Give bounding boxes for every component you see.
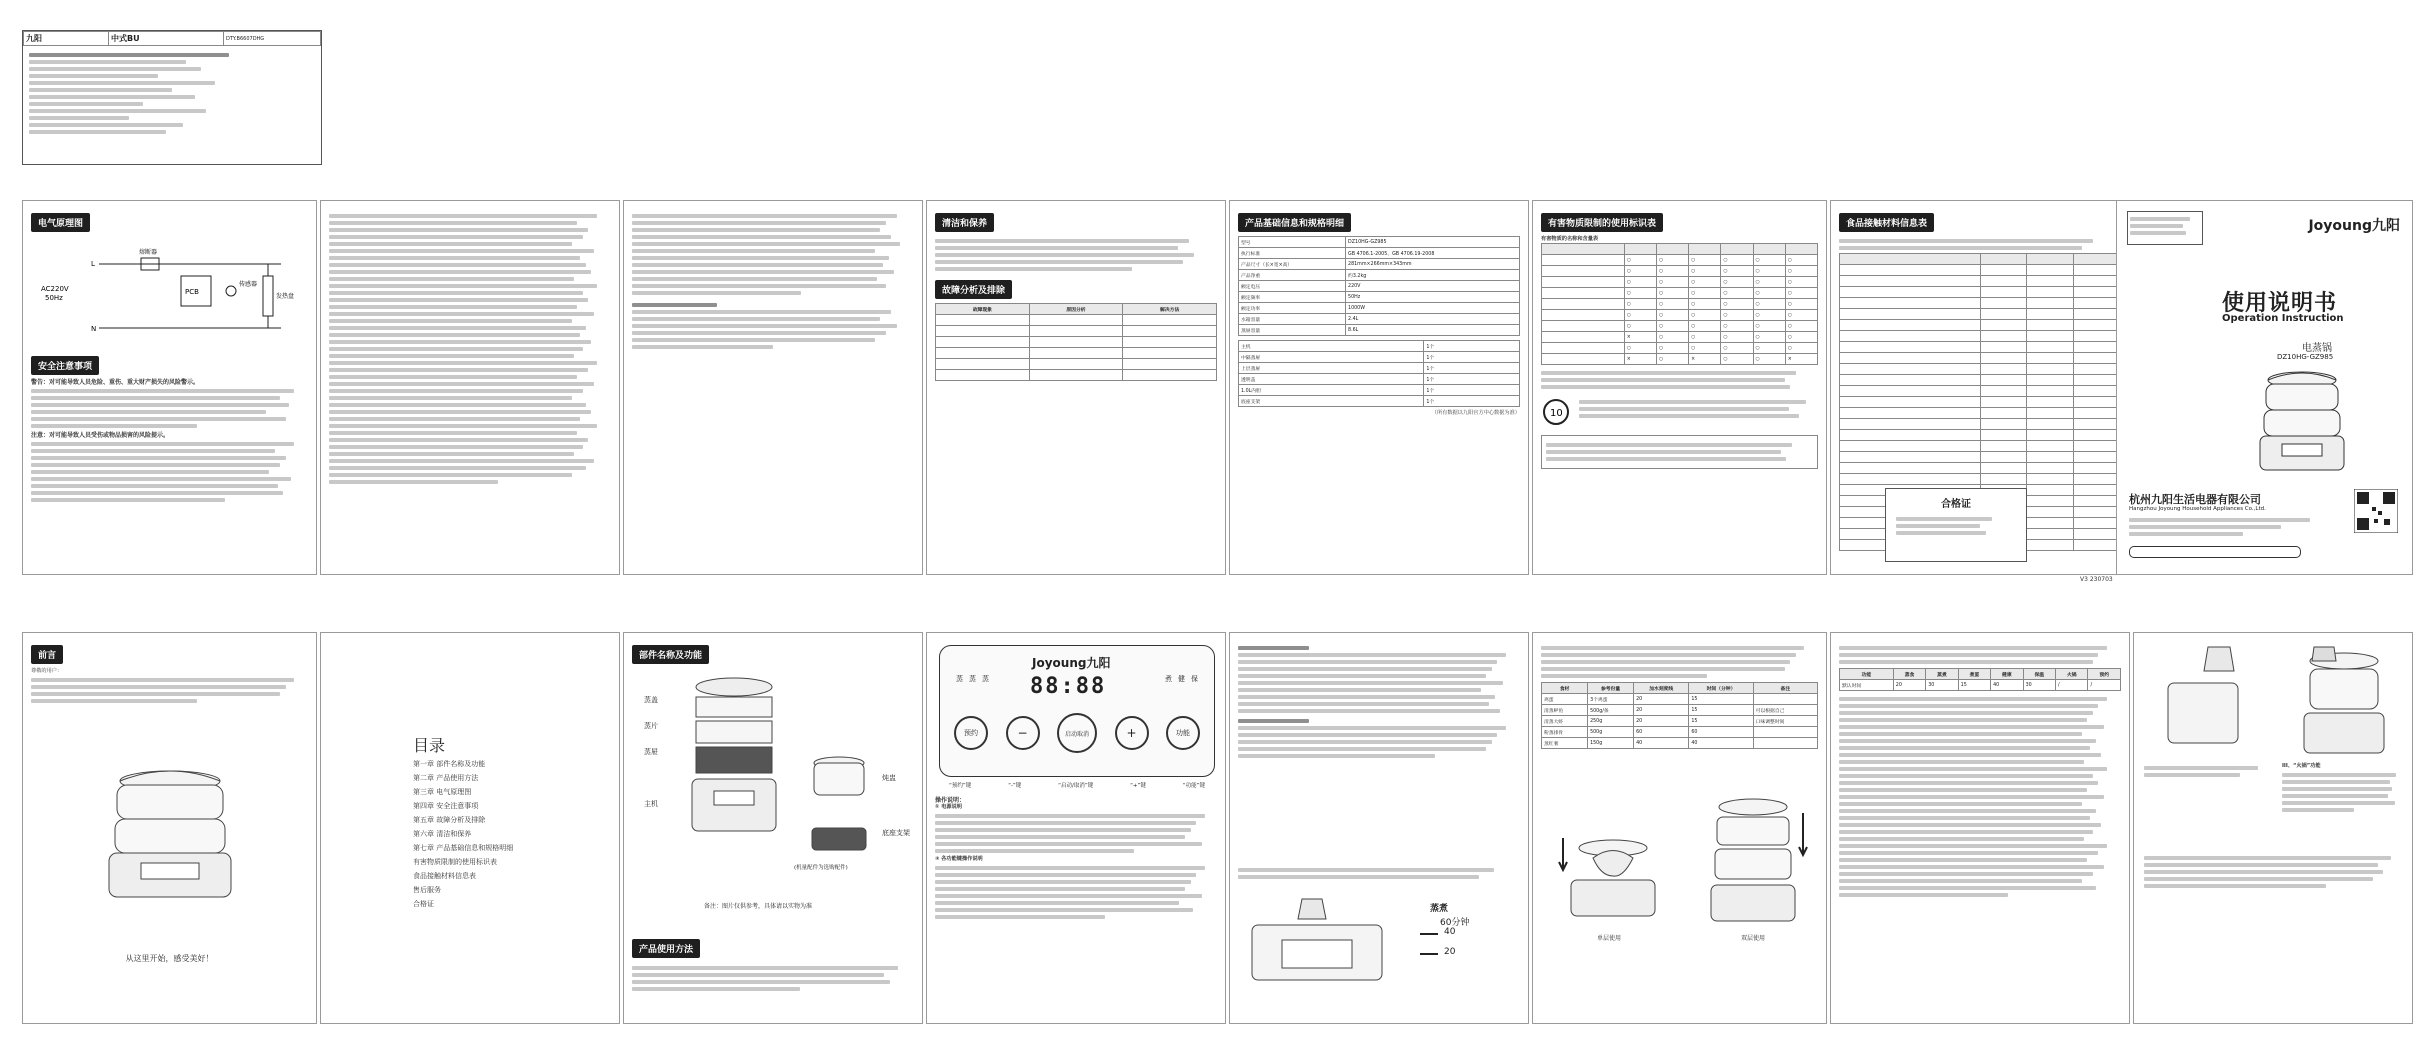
parts-note: 备注：图片仅供参考，具体请以实物为准 [704,903,813,910]
steam-cell: 60 [1689,727,1753,738]
minus-button[interactable]: − [1006,716,1040,750]
spare-qty: 1个 [1424,396,1520,407]
recycle-icon [1541,397,1571,427]
preface-title: 前言 [31,645,63,664]
toc-item[interactable]: 第五章 故障分析及排除 [413,816,486,824]
table-row [1542,738,1818,749]
key-caption: “预约”键 [949,783,972,789]
spec-row-value: DZ10HG-GZ985 [1346,237,1520,248]
cover-title-en: Operation Instruction [2222,313,2344,324]
toc-item[interactable]: 第二章 产品使用方法 [413,774,479,782]
toc-item[interactable]: 合格证 [413,900,434,908]
spare-qty: 1个 [1424,385,1520,396]
spare-name: 主机 [1239,341,1424,352]
panel-usage [1229,632,1529,1024]
spec-row-label: 执行标准 [1239,248,1346,259]
brand-cn: 九阳 [2372,218,2400,234]
steam-cell: 口味调整时间 [1753,716,1817,727]
steam-table [1541,682,1818,749]
steam-header: 备注 [1753,683,1817,694]
cover-product: 电蒸锅 [2302,343,2332,354]
panel-parts [623,632,923,1024]
panel-clean-troubleshoot-specs [926,200,1226,575]
func-header: 煮蛋 [1958,669,1990,680]
panel-hotpot [2133,632,2413,1024]
mode-label: 蒸 [956,675,963,683]
brand-en: Joyoung [2308,218,2372,234]
qr-code-icon [2354,489,2398,533]
single-layer-caption: 单层使用 [1597,935,1622,942]
spec-row-value: 2.4L [1346,314,1520,325]
steam-header: 参考份量 [1588,683,1634,694]
toc-item[interactable]: 有害物质限制的使用标识表 [413,858,497,866]
food-contact-title: 食品接触材料信息表 [1839,213,1934,232]
double-layer-illustration [1693,793,1813,933]
ts-header-3: 解决方法 [1123,304,1217,315]
toc-item[interactable]: 第六章 清洁和保养 [413,830,472,838]
spare-name: 底座支架 [1239,396,1424,407]
spare-qty: 1个 [1424,341,1520,352]
preface-greeting: 尊敬的用户： [31,668,63,674]
parts-title: 部件名称及功能 [632,645,709,664]
func-header: 蒸食 [1893,669,1925,680]
steam-header: 加水刻度线 [1634,683,1689,694]
steam-cell: 60 [1634,727,1689,738]
spec-row-label: 产品尺寸（长×宽×高） [1239,259,1346,270]
circuit-title: 电气原理图 [31,213,90,232]
mode-label: 蒸 [969,675,976,683]
control-panel [939,645,1215,777]
spare-parts-table [1238,340,1520,407]
steam-cell: 250g [1588,716,1634,727]
mode-label: 健 [1178,675,1185,683]
toc-item[interactable]: 第四章 安全注意事项 [413,802,479,810]
steam-cell: 粉蒸排骨 [1542,727,1588,738]
func-cell: 20 [1893,680,1925,691]
circuit-label-ac: AC220V [41,285,69,293]
steam-cell: 3个鸡蛋 [1588,694,1634,705]
spec-bu: 中式BU [109,32,224,46]
steam-cell: 20 [1634,716,1689,727]
specs-table [1238,236,1520,336]
ts-header-2: 原因分析 [1029,304,1123,315]
reserve-button[interactable]: 预约 [954,716,988,750]
func-header: 预约 [2088,669,2121,680]
panel-control [926,632,1226,1024]
steam-cell: 15 [1689,716,1753,727]
steam-cell: 500g [1588,727,1634,738]
spec-row-label: 额定电压 [1239,281,1346,292]
start-cancel-button[interactable]: 启动取消 [1057,713,1097,753]
circuit-label-heater: 发热盘 [276,293,295,300]
panel-product-specs [1229,200,1529,575]
cert-title: 合格证 [1941,499,1971,510]
steam-label: 蒸煮 [1430,904,1449,914]
spare-name: 上层蒸屉 [1239,363,1424,374]
part-label: 蒸盖 [644,696,658,704]
key-caption: “功能”键 [1182,783,1205,789]
steam-cell: 可以根据自己 [1753,705,1817,716]
steam-header: 食材 [1542,683,1588,694]
spec-row-value: GB 4706.1-2005、GB 4706.19-2008 [1346,248,1520,259]
part-label: 蒸屉 [644,748,658,756]
steam-cell: 蒸红薯 [1542,738,1588,749]
toc-title: 目录 [413,736,446,755]
steam-cell: 40 [1634,738,1689,749]
func-cell: 30 [2023,680,2055,691]
spec-brand: 九阳 [24,32,109,46]
table-row [1542,705,1818,716]
cover-brand [2308,215,2400,235]
spare-qty: 1个 [1424,363,1520,374]
steam-cell: 15 [1689,694,1753,705]
circuit-label-n: N [91,325,97,333]
steam-cell: 15 [1689,705,1753,716]
troubleshoot-table [935,303,1217,381]
single-layer-illustration [1553,808,1673,928]
func-cell: / [2088,680,2121,691]
key-caption: “启动/取消”键 [1058,783,1094,789]
func-cell: 15 [1958,680,1990,691]
double-layer-caption: 双层使用 [1741,935,1766,942]
toc-item[interactable]: 第三章 电气原理图 [413,788,472,796]
cover-title: 使用说明书 [2222,291,2338,316]
circuit-label-sensor: 传感器 [239,281,258,288]
hotpot-section: III、“火锅”功能 [2282,763,2321,769]
key-caption: “+”键 [1130,783,1146,789]
rohs-subtitle: 有害物质的名称和含量表 [1541,236,1599,242]
func-cell: 40 [1991,680,2023,691]
rohs-title: 有害物质限制的使用标识表 [1541,213,1663,232]
panel-preface [22,632,317,1024]
func-header: 健康 [1991,669,2023,680]
circuit-label-fuse: 熔断器 [139,249,158,256]
table-row [1542,716,1818,727]
spare-name: 中隔蒸屉 [1239,352,1424,363]
ts-header-1: 故障现象 [936,304,1030,315]
clean-title: 清洁和保养 [935,213,994,232]
steam-cell [1753,738,1817,749]
steam-cell: 500g/条 [1588,705,1634,716]
steam-header: 时间（分钟） [1689,683,1753,694]
water-tank-illustration [1242,895,1392,985]
spec-row-label: 型号 [1239,237,1346,248]
preface-caption: 从这里开始，感受美好！ [125,954,214,963]
base-stand-illustration [804,818,874,858]
spec-row-value: 8.6L [1346,325,1520,336]
steam-cell: 20 [1634,705,1689,716]
panel-toc [320,632,620,1024]
digital-display: 88:88 [1030,674,1107,699]
toc-item[interactable]: 第七章 产品基础信息和规格明细 [413,844,514,852]
toc-item[interactable]: 食品接触材料信息表 [413,872,476,880]
specs-note: （所有数据以九阳官方中心数据为准） [1431,410,1520,416]
panel-functions [1830,632,2130,1024]
table-row [1542,727,1818,738]
steam-cell: 清蒸大虾 [1542,716,1588,727]
spec-sheet [22,30,322,165]
spec-row-label: 产品净重 [1239,270,1346,281]
steam-cell [1753,694,1817,705]
troubleshoot-title: 故障分析及排除 [935,280,1012,299]
mode-label: 煮 [1165,675,1172,683]
func-header: 保温 [2023,669,2055,680]
func-cell: 30 [1926,680,1958,691]
circuit-label-hz: 50Hz [45,294,63,302]
version-label: V3 230703 [2080,576,2113,583]
usage-title: 产品使用方法 [632,939,700,958]
steam-cell: 鸡蛋 [1542,694,1588,705]
table-row [1542,694,1818,705]
spec-row-value: 1000W [1346,303,1520,314]
spare-name: 1.0L内胆 [1239,385,1424,396]
steamer-illustration [85,763,255,903]
panel-safety-continued-2 [623,200,923,575]
spare-name: 透明盖 [1239,374,1424,385]
parts-sub-label: (机量配件为选购配件) [794,865,848,871]
part-label: 主机 [644,800,658,808]
spec-row-value: 281mm×266mm×343mm [1346,259,1520,270]
control-brand: Joyoung九阳 [1032,656,1111,670]
steam-time: 60分钟 [1440,918,1470,928]
function-button[interactable]: 功能 [1166,716,1200,750]
func-header: 功能 [1840,669,1894,680]
scale-mark: 20 [1444,947,1456,957]
circuit-label-pcb: PCB [185,288,199,296]
func-header: 火锅 [2056,669,2088,680]
panel-rohs [1532,200,1827,575]
hotpot-illustration [2284,643,2404,763]
spec-row-label: 蒸屉容量 [1239,325,1346,336]
circuit-diagram [31,236,301,346]
spec-row-label: 水箱容量 [1239,314,1346,325]
plus-button[interactable]: + [1115,716,1149,750]
spec-row-value: 220V [1346,281,1520,292]
func-cell: 默认时间 [1840,680,1894,691]
mode-label: 蒸 [982,675,989,683]
spec-row-value: 50Hz [1346,292,1520,303]
table-row [1840,680,2121,691]
specs-title: 产品基础信息和规格明细 [1238,213,1351,232]
ops-step1: ① 电源说明 [935,804,962,810]
panel-steam-guide [1532,632,1827,1024]
steam-cell [1753,727,1817,738]
circuit-label-l: L [91,260,95,268]
parts-diagram [674,673,794,843]
cover-model: DZ10HG-GZ985 [2277,353,2334,361]
steam-cell: 20 [1634,694,1689,705]
spare-qty: 1个 [1424,352,1520,363]
panel-safety-continued-1 [320,200,620,575]
spare-qty: 1个 [1424,374,1520,385]
steam-cell: 清蒸鲈鱼 [1542,705,1588,716]
func-header: 蒸煮 [1926,669,1958,680]
part-label-base: 底座支架 [882,829,910,837]
spec-row-label: 额定功率 [1239,303,1346,314]
steamer-illustration [2242,366,2362,476]
part-label: 蒸片 [644,722,658,730]
scale-mark: 40 [1444,927,1456,937]
function-time-table [1839,668,2121,691]
caution-text: 注意：对可能导致人员受伤或物品损害的风险提示。 [31,432,170,439]
steam-cell: 150g [1588,738,1634,749]
cover-company: 杭州九阳生活电器有限公司 [2129,493,2261,506]
part-label-stew: 炖盅 [882,774,896,782]
steam-cell: 40 [1689,738,1753,749]
toc-item[interactable]: 售后服务 [413,886,441,894]
ops-title: 操作说明： [935,797,966,804]
stew-pot-illustration [804,753,874,803]
spec-code: DTY.B6607DHG [224,32,321,46]
toc-item[interactable]: 第一章 部件名称及功能 [413,760,486,768]
key-caption: “-”键 [1008,783,1022,789]
cover-box [2116,200,2413,575]
warning-text: 警告：对可能导致人员危险、重伤、重大财产损失的风险警示。 [31,379,200,386]
panel-circuit-safety [22,200,317,575]
spec-row-label: 额定频率 [1239,292,1346,303]
certificate [1885,488,2027,562]
func-cell: / [2056,680,2088,691]
mode-label: 保 [1191,675,1198,683]
svg-text:10: 10 [1550,408,1563,419]
cover-company-en: Hangzhou Joyoung Household Appliances Co.,Ltd. [2129,506,2266,512]
rohs-table: ○ ○ ○ ○ ○ ○ ○ ○ ○ ○ ○ ○ ○ ○ ○ ○ ○ ○ ○ ○ ○ ○ ○ ○ ○ ○ ○ ○ ○ ○ ○ ○ ○ ○ ○ ○ ○ ○ ○ ○ ○ ○ × ○ ○ ○ ○ ○ ○ ○ ○ ○ ○ ○ × ○ × ○ ○ × [1541,243,1818,365]
safety-title: 安全注意事项 [31,356,99,375]
spec-row-value: 约3.2kg [1346,270,1520,281]
pour-water-illustration [2148,643,2258,753]
ops-step2: ② 各功能键操作说明 [935,856,983,862]
